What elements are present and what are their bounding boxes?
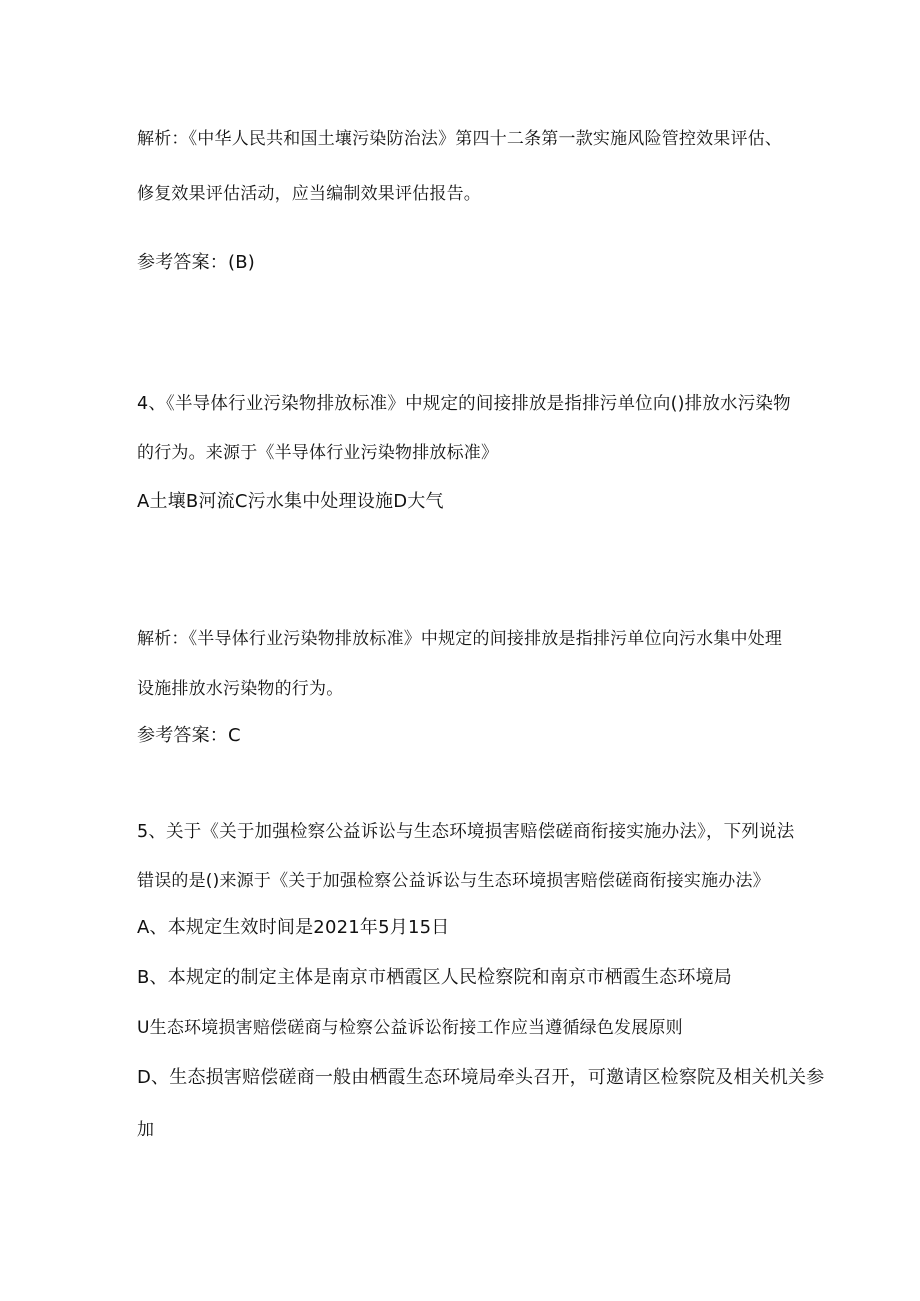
q5-option-a: A、本规定生效时间是2021年5月15日 (137, 917, 450, 938)
q4-options: A土壤B河流C污水集中处理设施D大气 (137, 491, 444, 512)
q4-question-line-1: 4、《半导体行业污染物排放标准》中规定的间接排放是指排污单位向()排放水污染物 (137, 394, 791, 414)
q4-analysis-line-1: 解析：《半导体行业污染物排放标准》中规定的间接排放是指排污单位向污水集中处理 (137, 629, 783, 649)
q3-analysis-line-2: 修复效果评估活动，应当编制效果评估报告。 (137, 184, 481, 204)
q5-option-d-line-1: D、生态损害赔偿磋商一般由栖霞生态环境局牵头召开，可邀请区检察院及相关机关参 (137, 1067, 825, 1088)
q5-question-line-1: 5、关于《关于加强检察公益诉讼与生态环境损害赔偿磋商衔接实施办法》，下列说法 (137, 822, 795, 842)
q3-analysis-line-1: 解析：《中华人民共和国土壤污染防治法》第四十二条第一款实施风险管控效果评估、 (137, 129, 783, 149)
q3-answer: 参考答案：(B) (137, 252, 255, 273)
q5-option-c: U生态环境损害赔偿磋商与检察公益诉讼衔接工作应当遵循绿色发展原则 (137, 1018, 683, 1038)
q4-answer: 参考答案：C (137, 725, 241, 746)
q4-analysis-line-2: 设施排放水污染物的行为。 (137, 679, 344, 699)
q4-question-line-2: 的行为。来源于《半导体行业污染物排放标准》 (137, 443, 499, 463)
q5-question-line-2: 错误的是()来源于《关于加强检察公益诉讼与生态环境损害赔偿磋商衔接实施办法》 (137, 871, 770, 891)
q5-option-b: B、本规定的制定主体是南京市栖霞区人民检察院和南京市栖霞生态环境局 (137, 967, 732, 988)
q5-option-d-line-2: 加 (137, 1120, 155, 1140)
